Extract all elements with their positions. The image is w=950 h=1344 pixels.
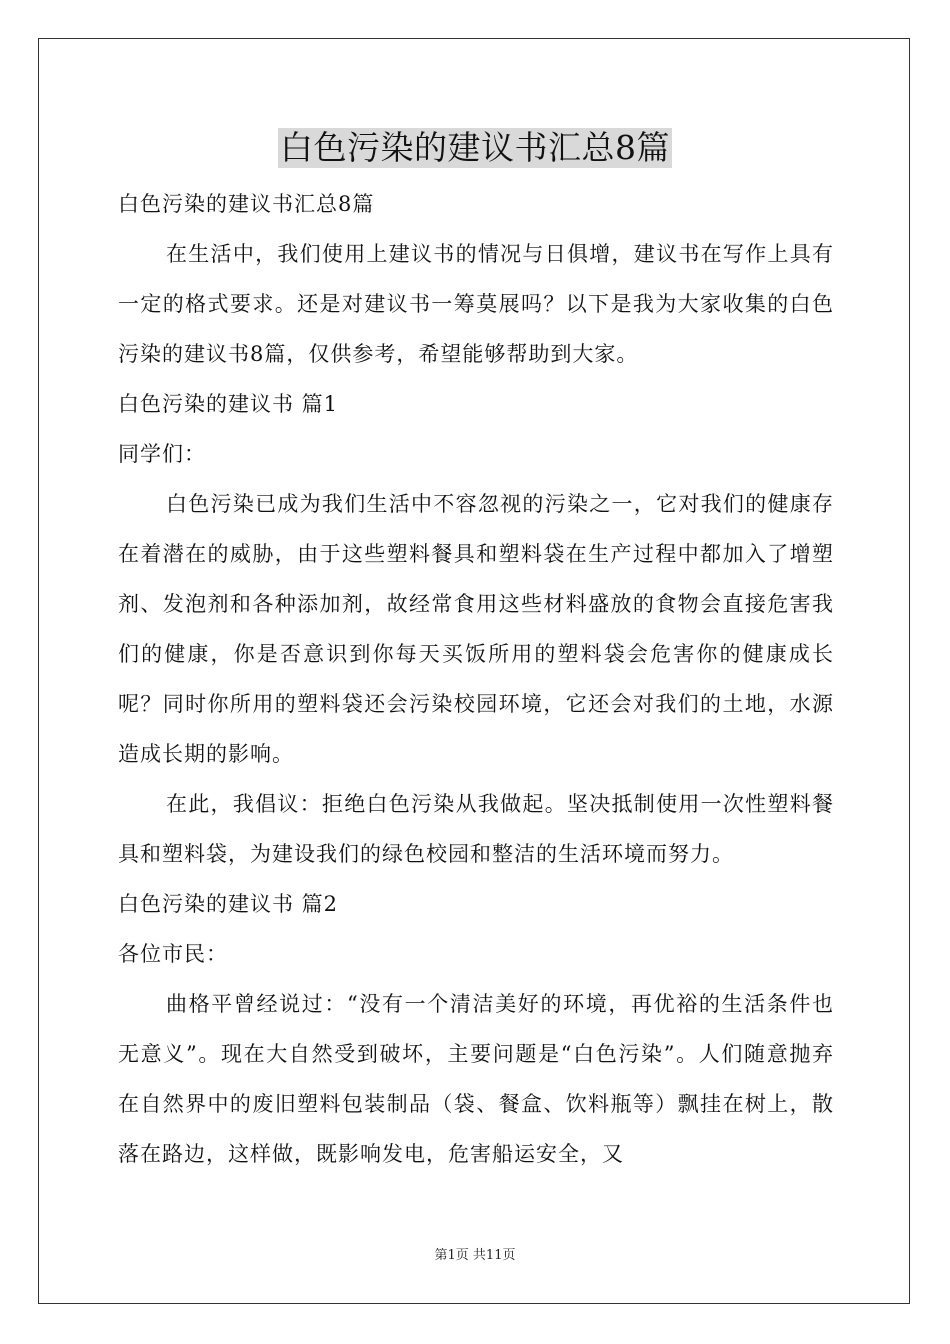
section-1-paragraph-2: 在此，我倡议：拒绝白色污染从我做起。坚决抵制使用一次性塑料餐具和塑料袋，为建设我们的绿色校园和整洁的生活环境而努力。: [118, 792, 834, 866]
section-1-paragraph-1: 白色污染已成为我们生活中不容忽视的污染之一，它对我们的健康存在着潜在的威胁，由于这些塑料餐具和塑料袋在生产过程中都加入了增塑剂、发泡剂和各种添加剂，故经常食用这些材料盛放的食物会直接危害我们的健康，你是否意识到你每天买饭所用的塑料袋会危害你的健康成长呢？同时你所用的塑料袋还会污染校园环境，它还会对我们的土地，水源造成长期的影响。: [118, 492, 834, 766]
section-1-salutation: 同学们：: [118, 442, 206, 466]
section-2-paragraph-1: 曲格平曾经说过：“没有一个清洁美好的环境，再优裕的生活条件也无意义”。现在大自然受到破坏，主要问题是“白色污染”。人们随意抛弃在自然界中的废旧塑料包装制品（袋、餐盒、饮料瓶等）飘挂在树上，散落在路边，这样做，既影响发电，危害船运安全，又: [118, 992, 834, 1166]
section-2-salutation: 各位市民：: [118, 942, 228, 966]
document-body: [118, 179, 834, 1179]
section-2-heading: 白色污染的建议书 篇2: [118, 892, 339, 916]
page-footer: 第1页 共11页: [434, 1248, 516, 1263]
document-title: 白色污染的建议书汇总8篇: [280, 128, 670, 167]
document-subtitle: 白色污染的建议书汇总8篇: [118, 192, 375, 216]
section-1-heading: 白色污染的建议书 篇1: [118, 392, 339, 416]
title-area: [0, 128, 950, 168]
intro-paragraph: 在生活中，我们使用上建议书的情况与日俱增，建议书在写作上具有一定的格式要求。还是对建议书一筹莫展吗？以下是我为大家收集的白色污染的建议书8篇，仅供参考，希望能够帮助到大家。: [118, 242, 834, 366]
